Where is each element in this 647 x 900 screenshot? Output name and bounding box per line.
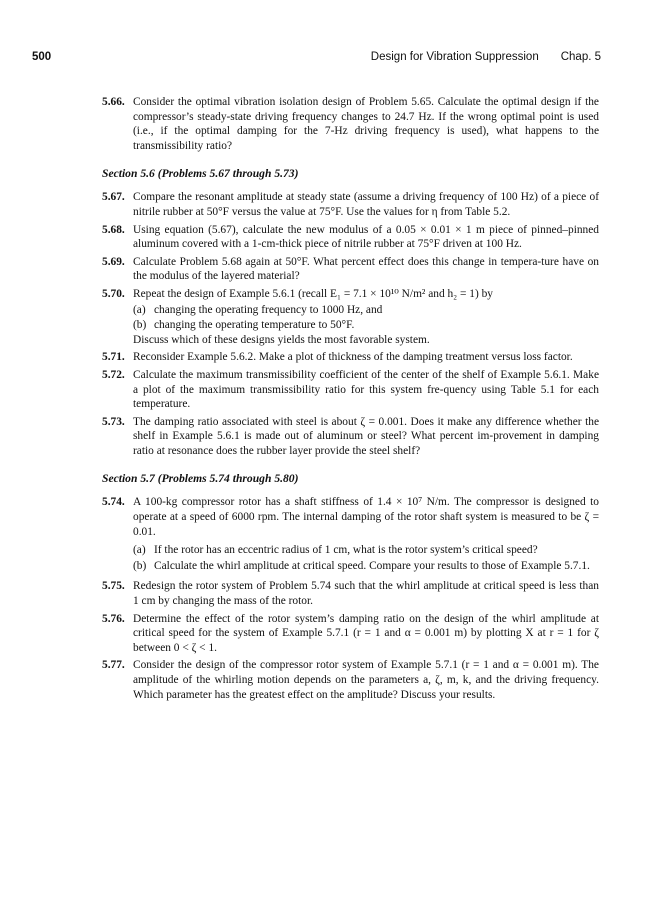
- subpart-label: (b): [133, 559, 147, 572]
- problem-5-74: [102, 495, 599, 573]
- problem-number: 5.66.: [102, 96, 125, 108]
- subpart-a: [133, 303, 599, 318]
- problem-text: Compare the resonant amplitude at steady state (assume a driving frequency of 100 Hz) of a piece of nitrile rubber at 50°F versus the value at 75°F. Use the values for η from Table 5.2.: [133, 191, 599, 218]
- problem-number: 5.69.: [102, 255, 125, 268]
- problem-number: 5.68.: [102, 223, 125, 236]
- problem-number: 5.70.: [102, 287, 125, 300]
- problem-text: Repeat the design of Example 5.6.1 (recall E₁ = 7.1 × 10¹⁰ N/m² and h₂ = 1) by: [133, 287, 493, 300]
- problem-5-68: [102, 223, 599, 252]
- problem-5-76: [102, 612, 599, 656]
- problem-text: The damping ratio associated with steel is about ζ = 0.001. Does it make any difference whether the shelf in Example 5.6.1 is made out of aluminum or steel? What percent im-provement in damping ratio at resonance does the rubber layer provide the steel shelf?: [133, 415, 599, 457]
- problem-text: Using equation (5.67), calculate the new modulus of a 0.05 × 0.01 × 1 m piece of pinned–pinned aluminum covered with a 1-cm-thick piece of nitrile rubber at 75°F driven at 100 Hz.: [133, 223, 599, 251]
- problem-followup: Discuss which of these designs yields the most favorable system.: [133, 333, 430, 346]
- problem-number: 5.71.: [102, 351, 125, 364]
- problem-number: 5.67.: [102, 191, 125, 204]
- problem-text: Calculate the maximum transmissibility coefficient of the center of the shelf of Example 5.6.1. Make a plot of the maximum transmissibility ratio for this system fre-quency using Table 5.1 for each temperature.: [133, 368, 599, 411]
- problem-5-69: [102, 255, 599, 284]
- problem-5-67: [102, 190, 599, 219]
- problem-text: Consider the design of the compressor rotor system of Example 5.7.1 (r = 1 and α = 0.001 m). The amplitude of the whirling motion depends on the parameters a, ζ, m, k, and the driving frequency. Which parameter has the greatest effect on the amplitude? Discuss your results.: [133, 659, 599, 701]
- problem-number: 5.75.: [102, 580, 125, 593]
- subpart-text: changing the operating temperature to 50°F.: [154, 319, 355, 332]
- problem-number: 5.76.: [102, 612, 125, 625]
- problem-text: Redesign the rotor system of Problem 5.74 such that the whirl amplitude at critical speed is less than 1 cm by changing the mass of the rotor.: [133, 580, 599, 608]
- subpart-b: [133, 318, 599, 333]
- section-heading-5-6: Section 5.6 (Problems 5.67 through 5.73): [102, 167, 299, 181]
- subpart-label: (b): [133, 319, 147, 332]
- problem-5-71: [102, 350, 599, 365]
- chapter-label: Chap. 5: [560, 51, 601, 63]
- subpart-label: (a): [133, 303, 146, 316]
- running-title: Design for Vibration Suppression: [370, 51, 539, 63]
- problem-5-72: [102, 368, 599, 412]
- problem-5-66: [102, 95, 599, 153]
- problem-text: Consider the optimal vibration isolation design of Problem 5.65. Calculate the optimal design if the compressor’s steady-state driving frequency changes to 24.7 Hz. If the wrong optimal point is used (i.e., if the optimal damping for the 7-Hz driving frequency is used), what happens to the transmissibility ratio?: [133, 96, 599, 152]
- page-number: 500: [32, 51, 52, 63]
- subpart-b: [133, 559, 599, 574]
- subpart-label: (a): [133, 544, 146, 557]
- running-head: [371, 51, 601, 63]
- problem-text: Calculate Problem 5.68 again at 50°F. What percent effect does this change in tempera-ture have on the modulus of the layered material?: [133, 255, 599, 283]
- problem-text: Determine the effect of the rotor system’s damping ratio on the design of the whirl amplitude at critical speed for the system of Example 5.7.1 (r = 1 and α = 0.001 m) by plotting X at r = 1 for ζ between 0 < ζ < 1.: [133, 612, 599, 654]
- subpart-a: [133, 543, 599, 558]
- subpart-text: If the rotor has an eccentric radius of 1 cm, what is the rotor system’s critical speed?: [154, 544, 538, 557]
- problem-list: [102, 95, 599, 702]
- problem-number: 5.72.: [102, 368, 125, 381]
- problem-number: 5.73.: [102, 415, 125, 428]
- subpart-text: Calculate the whirl amplitude at critical speed. Compare your results to those of Example 5.7.1.: [154, 559, 590, 572]
- problem-text: A 100-kg compressor rotor has a shaft stiffness of 1.4 × 10⁷ N/m. The compressor is designed to operate at a speed of 6000 rpm. The internal damping of the rotor shaft system is measured to be ζ = 0.01.: [133, 496, 599, 538]
- problem-text: Reconsider Example 5.6.2. Make a plot of thickness of the damping treatment versus loss factor.: [133, 351, 573, 364]
- page-header: [32, 51, 601, 67]
- problem-5-70: [102, 287, 599, 347]
- problem-5-77: [102, 658, 599, 702]
- problem-number: 5.74.: [102, 496, 125, 509]
- section-heading-5-7: Section 5.7 (Problems 5.74 through 5.80): [102, 472, 299, 486]
- problem-5-75: [102, 579, 599, 608]
- problem-number: 5.77.: [102, 659, 125, 672]
- problem-5-73: [102, 415, 599, 459]
- subpart-text: changing the operating frequency to 1000 Hz, and: [154, 303, 383, 316]
